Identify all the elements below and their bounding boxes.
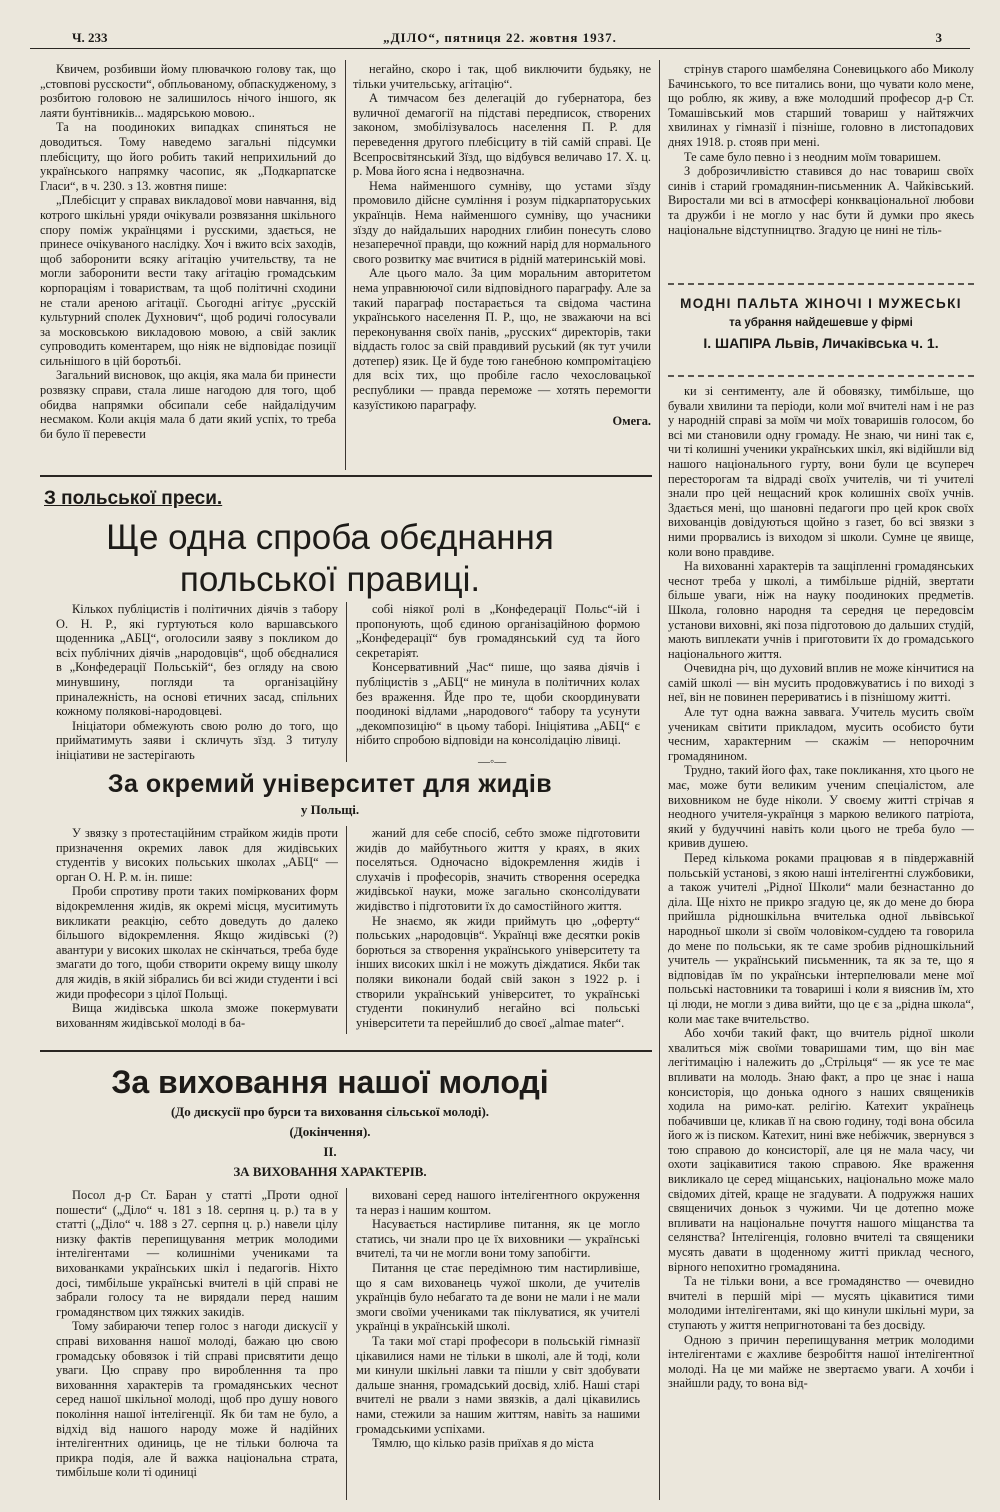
paragraph: Але цього мало. За цим моральним авторитетом нема управнюючої сили відповідного параграфу. Але за такий параграф постарається та свідома частина українського населення П. Р., що, не зважаючи на всі переконування своїх панів, „русских“ директорів, таки віддасть голос за свій правдивий руський (як тут учили дотепер) язик. Це й буде тою ганебною компромітацією для всіх тих, що пробіле гасло чехословацької республики — правда переможе — хотять перемогти казуїстикою параграфу.: [353, 266, 651, 412]
paragraph: Квичем, розбивши йому плювачкою голову так, що „стовпові русскости“, обпльованому, обпаскудженому, з розбитою головою не залишилось нічого іншого, як лаяти бунтівників... мадярською мовою..: [40, 62, 336, 120]
paragraph: Вища жидівська школа зможе покермувати вихованням жидівської молоді в ба-: [56, 1001, 338, 1030]
advertisement: [666, 296, 976, 351]
article3-left: [56, 1188, 338, 1502]
article1-title-line2: польської правиці.: [179, 560, 481, 599]
ad-headline: МОДНІ ПАЛЬТА ЖІНОЧІ І МУЖЕСЬКІ: [680, 296, 962, 311]
paragraph: жаний для себе спосіб, себто зможе підготовити жидів до майбутнього життя у краях, в яких поселяться. Одночасно відокремлення жидів і слухачів і професорів, значить створення осередка жидівської науки, може загально сконсолідувати жидівство і підготовити їх до самостійного життя.: [356, 826, 640, 913]
paragraph: Перед кількома роками працював я в півдержавній польській установі, з якою наші інтелігентні службовики, а також учителі „Рідної Школи“ мали безнастанно до діла. Ще ніхто не прикро згадую це, як до мене до бюра прийшла рідношкільна вчителька одної львівської народньої школи зі своїм чоловіком-суддею та говорила до мене по польськи, як те саме зробив рідношкільний учитель — український письменник, та як за те, що я відповідав їм по українськи інтерпелювали мене мої польські настовники та товариші і коли я вияснив їм, хто ці люди, не могли з дива вийти, що це є за „рідна школа“, коли має таке вчительство.: [668, 851, 974, 1026]
paragraph: Тямлю, що кілько разів приїхав я до міста: [372, 1436, 594, 1451]
paragraph: собі ніякої ролі в „Конфедерації Польс“-ій і пропонують, щоб єдиною організаційною формою „Конфедерації“ був громадянський суд та його секретаріят.: [356, 602, 640, 660]
article1-title-line1: Ще одна спроба обєднання: [106, 518, 554, 557]
article3-title: За виховання нашої молоді: [111, 1064, 549, 1100]
paragraph: негайно, скоро і так, щоб виключити будьяку, не тільки учительську, агітацію“.: [353, 62, 651, 91]
paragraph: Кількох публіцистів і політичних діячів з табору О. Н. Р., які гуртуються коло варшавського щоденника „АБЦ“, оголосили заяву з покликом до всіх публічних діячів „народовців“, щоб обєдналися в „Конфедерації Польській“, без огляду на свою минувшину, погляди та організаційну приналежність, на основі етичних засад, спільних кожному полякові-народовцеві.: [56, 602, 338, 719]
article3-part-number: II.: [323, 1144, 337, 1159]
article3-part-title: ЗА ВИХОВАННЯ ХАРАКТЕРІВ.: [233, 1164, 427, 1179]
ad-firm: І. ШАПІРА Львів, Личаківська ч. 1.: [703, 335, 939, 351]
paragraph: Проби спротиву проти таких поміркованих форм відокремлення жидів, як окремі місця, муситимуть викликати реакцію, себто доведуть до далеко більшого відокремлення. Якщо жидівські (?) авантури у високих школах не скінчаться, треба буде змагати до того, щоби створити окрему вищу школу для жидів, в якій зібрались би всі жиди студенти і всі жиди професори з цілої Польщі.: [56, 884, 338, 1001]
paragraph: Та таки мої старі професори в польській гімназії цікавилися нами не тільки в школі, але й тоді, коли ми кинули шкільні лавки та пішли у світ здобувати дальше знання, громадський досвід, хліб. Наші старі вчителі не рвали з нами звязків, а далі цікавились нами, стежили за нашим життям, навіть за нашими громадськими успіхами.: [356, 1333, 640, 1436]
paragraph: Те саме було певно і з неодним моїм товаришем.: [684, 149, 942, 164]
paragraph: На вихованні характерів та защіпленні громадянських чеснот треба у школі, а тимбільше рідній, звертати більше уваги, ніж на науку поодиноких предметів. Школа, головно народня та середня це передовсім установи виховні, які поза підготовою до дальших студій, мають виплекати учнів і приготовити їх до громадського національного життя.: [668, 559, 974, 661]
section-divider: [40, 1050, 652, 1052]
article3-continued: (Докінчення).: [289, 1124, 371, 1139]
column-rule: [346, 602, 347, 762]
ornament-divider: —◦—: [478, 754, 507, 768]
page-header: [30, 28, 970, 49]
paragraph: Насувається настирливе питання, як це могло статись, чи знали про це їх виховники — українські вчителі, та чи не могли вони тому запобігти.: [356, 1217, 640, 1261]
paragraph: „Плебісцит у справах викладової мови навчання, від котрого шкільні уряди очікували розвязання шкільного спору поміж українцями і русскими, здається, не принесе очікуваного наслідку. Хоч і вжито всіх заходів, щоб заборонити всяку агітацію учительству, та не могли заборонити вести таку агітацію громадським корпораціям і товариствам, та щоб політичні сходини не стали ареною агітації. Сьогодні агітує „русскій культурний сполек Духнович“, щоб родичі голосували за московською викладовою мовою, а свій заклик супроводить коментарем, що ніяк не відповідає позиції сильнішого в цій боротьбі.: [40, 193, 336, 368]
paragraph: Та на поодиноких випадках спиняться не доводиться. Тому наведемо загальні підсумки плебісциту, що його робить такий неприхильний до українського напрямку часопис, як „Подкарпатске Гласи“, в ч. 230. з 13. жовтня пише:: [40, 120, 336, 193]
paragraph: Питання це стає передімною тим настирливіше, що я сам вихованець чужої школи, де учителів українців було небагато та де вони не мали і не мали змоги своїми учениками так піклуватися, як учителі українці в українській школі.: [356, 1260, 640, 1334]
paragraph: А тимчасом без делегацій до губернатора, без вуличної демагогії на підставі передписок, створених законом, змобілізувалось населення П. Р. для переведення другого плебісциту в тій самій справі. Це Всепросвітянський Зїзд, що відбувся величаво 17. Х. ц. р. Мова його ясна і недвозначна.: [353, 91, 651, 179]
section-divider: [40, 475, 652, 477]
paragraph: З доброзичливістю ставився до нас товариш своїх синів і старий громадянин-письменник А. Чайківський. Виростали ми всі в атмосфері конкваціональної любови та дружби і не могло у нас бути й думки про якесь національне відступництво. Згадую це нині не тіль-: [668, 164, 974, 237]
paragraph: стрінув старого шамбеляна Соневицького або Миколу Бачинського, то все питались вони, що чувати коло мене, що роблю, як живу, а вже молодший професор д-р Ст. Томашівський мов старший товариш у найтяжчих хвилинах у гімназії і пізніше, головно в листопадових днях 1918. р. стояв при мені.: [668, 62, 974, 149]
article2-right: [356, 826, 640, 1036]
paragraph: Консервативний „Час“ пише, що заява діячів і публіцистів з „АБЦ“ не минула в політичних колах без враження. Йде про те, щоби скоординувати поодинокі відлами „народового“ табору та усунути „декомпозицію“ в цьому таборі. Ініціятива „АБЦ“ є нібито спробою відповіди на консолідацію лівиці.: [356, 660, 640, 748]
column-rule: [659, 60, 660, 1500]
paragraph: Або хочби такий факт, що вчитель рідної школи хвалиться між своїми товаришами тим, що він має легітимацію і належить до „Стрільця“ — як усе те має впливати на молодь. Знаю факт, а про це знає і наша консисторія, що донька одного з наших священиків ходила на римо-кат. релігію. Катехит українець побачивши це, кликав її на свою годину, тоді вона обсила його ж із писком. Катехит, нині вже небіжчик, звернувся з тою справою до консисторії, але ця не мала часу, чи охоти зацікавитися такою справою. Яке враження викликало це серед міщанських, національно може мало свідомих дітей, краще не згадувати. А подружжя наших священичих доньок з чужими. Чи це дотепно може впливати на національне почуття нашого міщанства та селянства? Інтелігенція, головно вчителі та священики мусять давати в щоденному житті приклад чесного, вірного непохитно громадянина.: [668, 1026, 974, 1274]
issue-number: Ч. 233: [72, 30, 108, 45]
article2-subtitle: у Польщі.: [300, 802, 360, 817]
paragraph: Але тут одна важна заввага. Учитель мусить своїм ученикам світити прикладом, мусить особисто бути чесним, характерним — скажім — непорочним громадянином.: [668, 705, 974, 763]
ad-border-bottom: [668, 372, 974, 380]
paragraph: Посол д-р Ст. Баран у статті „Проти одної пошести“ („Діло“ ч. 181 з 18. серпня ц. р.) та в у статті („Діло“ ч. 188 з 27. серпня ц. р.) навели цілу низку фактів перепищування метрик молодими інтелігентами — колишніми учениками та вихованками українських шкіл і педагогів. Ніхто досі, тимбільше українські вчителі в цій справі не забрали голосу та не вирядали перед нашим громадянством цих тяжких закидів.: [56, 1188, 338, 1319]
article1-right: [356, 602, 640, 752]
article3-right: [356, 1188, 640, 1502]
paper-masthead: „ДІЛО“, пятниця 22. жовтня 1937.: [383, 30, 617, 45]
paragraph: Одною з причин перепищування метрик молодими інтелігентами є жахливе безробіття нашої інтелігентної молоді. На це ми майже не звертаємо уваги. А хочби і знайшли раду, то вона від-: [668, 1332, 974, 1391]
column-rule: [345, 60, 346, 470]
col2-top: [353, 62, 651, 468]
paragraph: Та не тільки вони, а все громадянство — очевидно вчителі в першій мірі — мусять цікавитися тими молодими інтелігентами, які що кинули шкільні мури, за ступають у життя непригнотовані та без досвіду.: [668, 1274, 974, 1332]
col3-continued: [668, 384, 974, 1502]
paragraph: Не знаємо, як жиди приймуть цю „оферту“ польських „народовців“. Українці вже десятки років борються за створення українського університету та інших високих шкіл і не можуть дiждатися. Якби так поляки виконали бодай свій закон з 1922 р. і створили український університет, то українські студенти покинулиб негайно всі польські університети та перейшлиб до своєї „almae mater“.: [356, 913, 640, 1030]
col3-top: [668, 62, 974, 270]
paragraph: ки зі сентименту, але й обовязку, тимбільше, що бували хвилини та періоди, коли мої вчителі нам і не раз у народній справі за моїм чи моїх товаришів голосом, бо всі ми становили одну громаду. Не знаю, чи нині так є, чи ті колишні ученики українських шкіл, які відійшли від нашого національного гурту, вони були це всупереч пересторогам та відраді своїх учителів, чи ті учителі знали про цей нещасний крок колишніх своїх учнів. Здається мені, що шановні педагоги про цей крок своїх вихованців довідуються щойно з газет, бо всі звязки з ними прорвались із виходом зі школи. Сумне це явище, коли воно правдиве.: [668, 384, 974, 559]
article2-left: [56, 826, 338, 1036]
paragraph: У звязку з протестаційним страйком жидів проти призначення окремих лавок для жидівських студентів у високих польських школах „АБЦ“ — орган О. Н. Р. м. ін. пише:: [56, 826, 338, 884]
article1-left: [56, 602, 338, 766]
paragraph: Тому забираючи тепер голос з нагоди дискусії у справі виховання нашої молоді, бажаю цю свою громадську обовязок і тій справі присвятити дещо уваги. Цю справу про виробленння та про вихованння характерів та громадянських чеснот серед нашої шкільної молоді, щоб про душу нового покоління нашої інтелігенції. Як би там не було, а відхід від нашого народу може й надійних інтелігентних одиниць, це не тільки болюча та прикра подія, але й важка національна страта, тимбільше коли ті одиниці: [56, 1319, 338, 1480]
section-rubric: З польської преси.: [44, 488, 223, 509]
paragraph: Трудно, такий його фах, таке покликання, хто цього не має, може бути великим ученим спеціалістом, але виховником не буде ніколи. У своєму житті стрічав я неодного учителя-українця з маркою великого патріота, який у будуччині навіть коли цього не треба було — кривив душею.: [668, 763, 974, 851]
article2-title: За окремий університет для жидів: [107, 770, 553, 798]
column-rule: [346, 826, 347, 1034]
page-number: 3: [935, 30, 942, 45]
paragraph: Нема найменшого сумніву, що устами зїзду промовило дійсне сумління і розум підкарпаторуських українців. Нема найменшого сумніву, що учасники зїзду до найдальших народних глибин понесуть слово незаперечної правди, що кожний нарід для нормального свого розвитку має вчитися в рідній материнській мові.: [353, 178, 651, 266]
paragraph: Ініціатори обмежують свою ролю до того, що прийматимуть заяви і скличуть зїзд. З титулу ініціативи не застерігають: [56, 718, 338, 762]
column-rule: [346, 1188, 347, 1500]
paragraph: виховані серед нашого інтелігентного окруження та нераз і нашим коштом.: [356, 1188, 640, 1217]
article3-subtitle: (До дискусії про бурси та виховання сільської молоді).: [170, 1104, 490, 1119]
ad-border-top: [668, 280, 974, 288]
col1-top: [40, 62, 336, 474]
ad-subline: та убрання найдешевше у фірмі: [729, 317, 913, 329]
paragraph: Очевидна річ, що духовий вплив не може кінчитися на самій школі — він мусить продовжуватись і по виході з неї, він не повинен перериватись і в пізнішому житті.: [668, 661, 974, 705]
signature: Омега.: [612, 414, 651, 429]
paragraph: Загальний висновок, що акція, яка мала би принести розвязку справи, стала лише нагодою для того, щоб обидва напрямки обсипали себе найдалідучим несмаком. Коли акція мала б дати який успіх, то треба би було її перевести: [40, 368, 336, 441]
